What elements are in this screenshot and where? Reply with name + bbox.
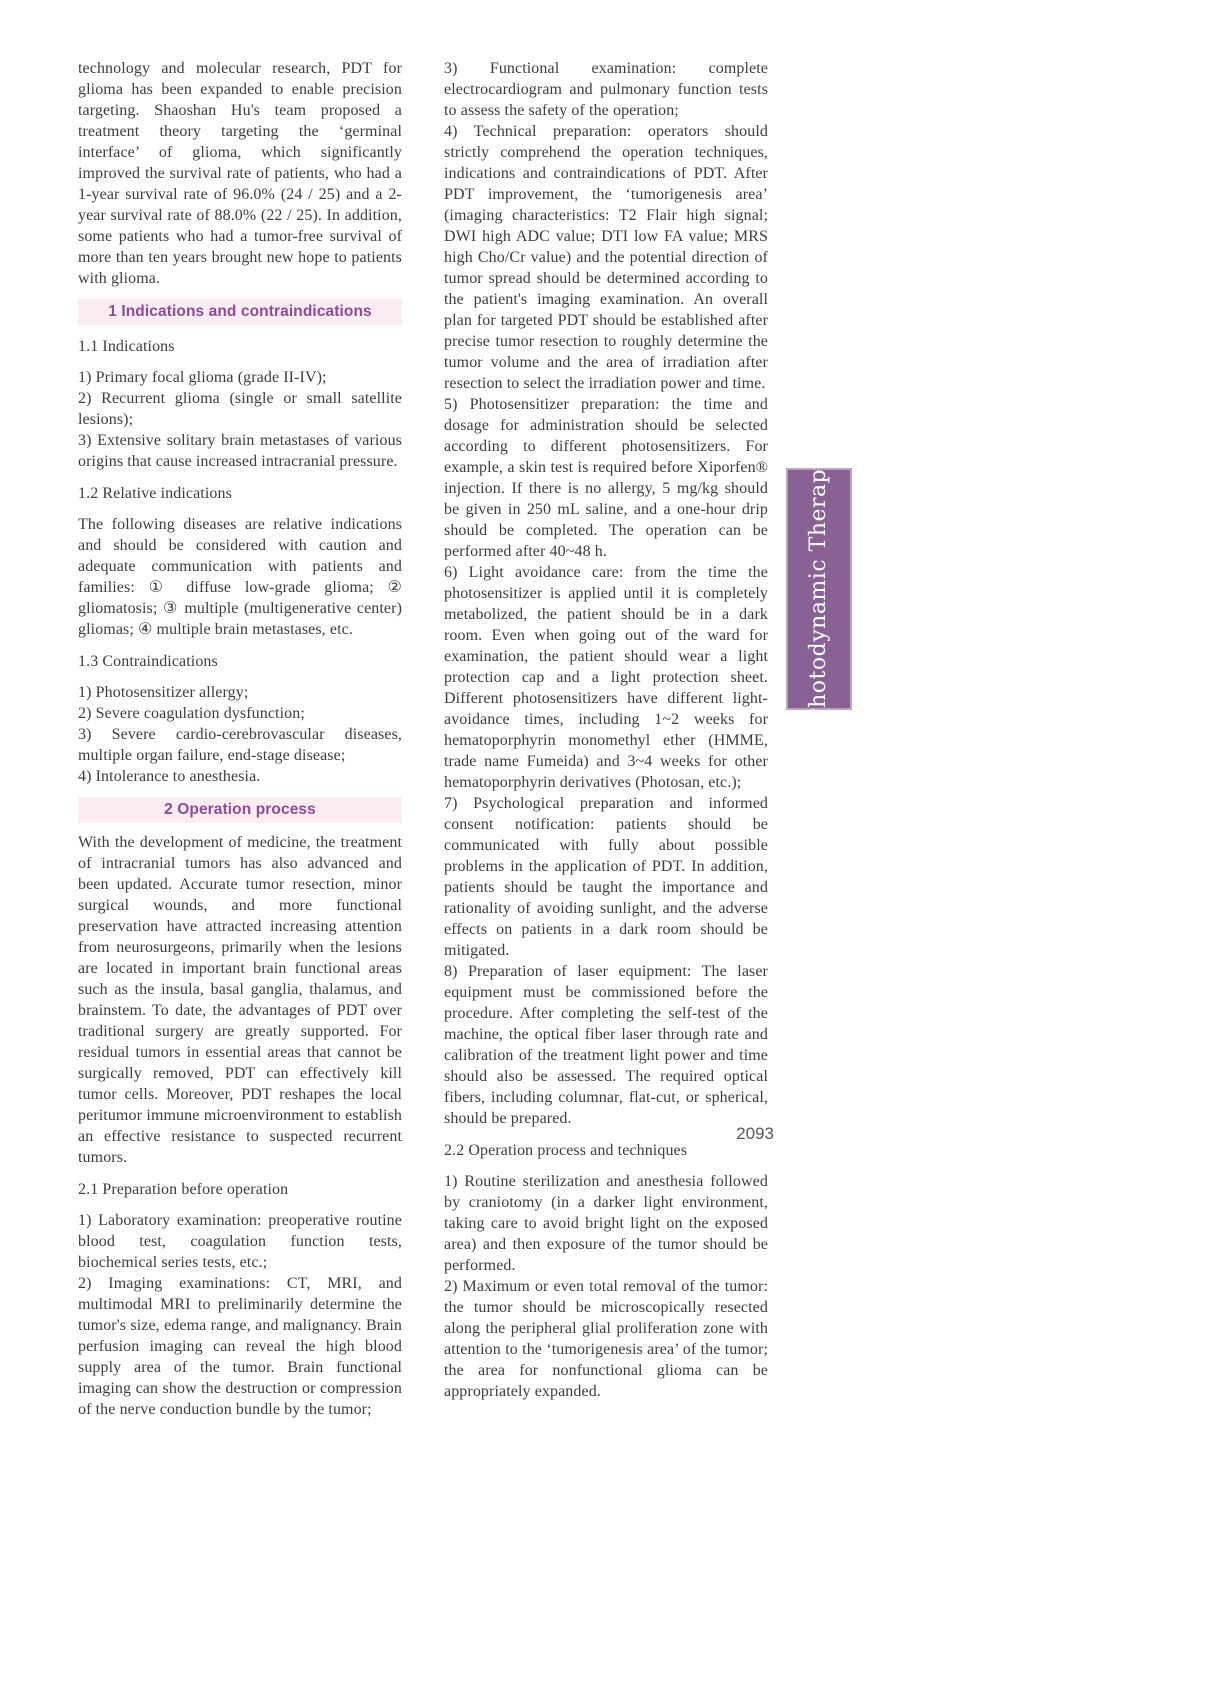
section-heading-operation-process: 2 Operation process	[78, 797, 402, 823]
operation-process-paragraph: With the development of medicine, the treatment of intracranial tumors has also advanced and been updated. Accurate tumor resection, minor surgical wounds, and more functional preservation have attracted increasing attention from neurosurgeons, primarily when the lesions are located in important brain functional areas such as the insula, basal ganglia, thalamus, and brainstem. To date, the advantages of PDT over traditional surgery are greatly supported. For residual tumors in essential areas that cannot be surgically removed, PDT can effectively kill tumor cells. Moreover, PDT reshapes the local peritumor immune microenvironment to establish an effective resistance to suspected recurrent tumors.	[78, 834, 402, 1166]
subsection-heading-2-1: 2.1 Preparation before operation	[78, 1181, 289, 1198]
list-item: 8) Preparation of laser equipment: The laser equipment must be commissioned before the procedure. After completing the self-test of the machine, the optical fiber laser through rate and calibration of the treatment light power and time should also be assessed. The required optical fibers, including columnar, flat-cut, or spherical, should be prepared.	[444, 963, 768, 1127]
right-column	[444, 58, 768, 1402]
chapter-edge-tab	[786, 455, 852, 723]
subsection-heading-1-3: 1.3 Contraindications	[78, 653, 218, 670]
list-item: 4) Intolerance to anesthesia.	[78, 768, 261, 785]
subsection-heading-1-2: 1.2 Relative indications	[78, 485, 232, 502]
list-item: 6) Light avoidance care: from the time the photosensitizer is applied until it is completely metabolized, the patient should be in a dark room. Even when going out of the ward for examination, the patient should wear a light protection cap and a light protection sheet. Different photosensitizers have different light-avoidance times, including 1~2 weeks for hematoporphyrin monomethyl ether (HMME, trade name Fumeida) and 3~4 weeks for other hematoporphyrin derivatives (Photosan, etc.);	[444, 564, 768, 791]
subsection-heading-2-2: 2.2 Operation process and techniques	[444, 1142, 688, 1159]
list-item: 2) Severe coagulation dysfunction;	[78, 705, 305, 722]
page-number: 2093	[736, 1124, 774, 1143]
list-item: 2) Maximum or even total removal of the tumor: the tumor should be microscopically resected along the peripheral glial proliferation zone with attention to the ‘tumorigenesis area’ of the tumor; the area for nonfunctional glioma can be appropriately expanded.	[444, 1278, 768, 1400]
subsection-heading-1-1: 1.1 Indications	[78, 338, 175, 355]
list-item: 2) Imaging examinations: CT, MRI, and multimodal MRI to preliminarily determine the tumor's size, edema range, and malignancy. Brain perfusion imaging can reveal the high blood supply area of the tumor. Brain functional imaging can show the destruction or compression of the nerve conduction bundle by the tumor;	[78, 1275, 402, 1418]
list-item: 1) Routine sterilization and anesthesia followed by craniotomy (in a darker light environment, taking care to avoid bright light on the exposed area) and then exposure of the tumor should be performed.	[444, 1173, 768, 1274]
chapter-edge-tab-label: Photodynamic Therapy	[806, 455, 832, 723]
relative-indications-paragraph: The following diseases are relative indications and should be considered with caution and adequate communication with patients and families: ① diffuse low-grade glioma; ② gliomatosis; ③ multiple (multigenerative center) gliomas; ④ multiple brain metastases, etc.	[78, 516, 402, 638]
left-column	[78, 58, 402, 1420]
list-item: 1) Primary focal glioma (grade II-IV);	[78, 369, 327, 386]
list-item: 3) Severe cardio-cerebrovascular diseases, multiple organ failure, end-stage disease;	[78, 726, 402, 764]
list-item: 5) Photosensitizer preparation: the time and dosage for administration should be selected according to different photosensitizers. For example, a skin test is required before Xiporfen® injection. If there is no allergy, 5 mg/kg should be given in 250 mL saline, and a one-hour drip should be completed. The operation can be performed after 40~48 h.	[444, 396, 768, 560]
list-item: 3) Extensive solitary brain metastases of various origins that cause increased intracranial pressure.	[78, 432, 402, 470]
intro-paragraph: technology and molecular research, PDT for glioma has been expanded to enable precision targeting. Shaoshan Hu's team proposed a treatment theory targeting the ‘germinal interface’ of glioma, which significantly improved the survival rate of patients, who had a 1-year survival rate of 96.0% (24 / 25) and a 2-year survival rate of 88.0% (22 / 25). In addition, some patients who had a tumor-free survival of more than ten years brought new hope to patients with glioma.	[78, 60, 402, 287]
list-item: 3) Functional examination: complete electrocardiogram and pulmonary function tests to assess the safety of the operation;	[444, 60, 768, 119]
list-item: 1) Laboratory examination: preoperative routine blood test, coagulation function tests, biochemical series tests, etc.;	[78, 1212, 402, 1271]
list-item: 4) Technical preparation: operators should strictly comprehend the operation techniques, indications and contraindications of PDT. After PDT improvement, the ‘tumorigenesis area’ (imaging characteristics: T2 Flair high signal; DWI high ADC value; DTI low FA value; MRS high Cho/Cr value) and the potential direction of tumor spread should be determined according to the patient's imaging examination. An overall plan for targeted PDT should be established after precise tumor resection to roughly determine the tumor volume and the area of irradiation after resection to select the irradiation power and time.	[444, 123, 768, 392]
list-item: 2) Recurrent glioma (single or small satellite lesions);	[78, 390, 402, 428]
list-item: 1) Photosensitizer allergy;	[78, 684, 249, 701]
section-heading-indications: 1 Indications and contraindications	[78, 299, 402, 325]
list-item: 7) Psychological preparation and informed consent notification: patients should be communicated with fully about possible problems in the application of PDT. In addition, patients should be taught the importance and rationality of avoiding sunlight, and the adverse effects on patients in a dark room should be mitigated.	[444, 795, 768, 959]
